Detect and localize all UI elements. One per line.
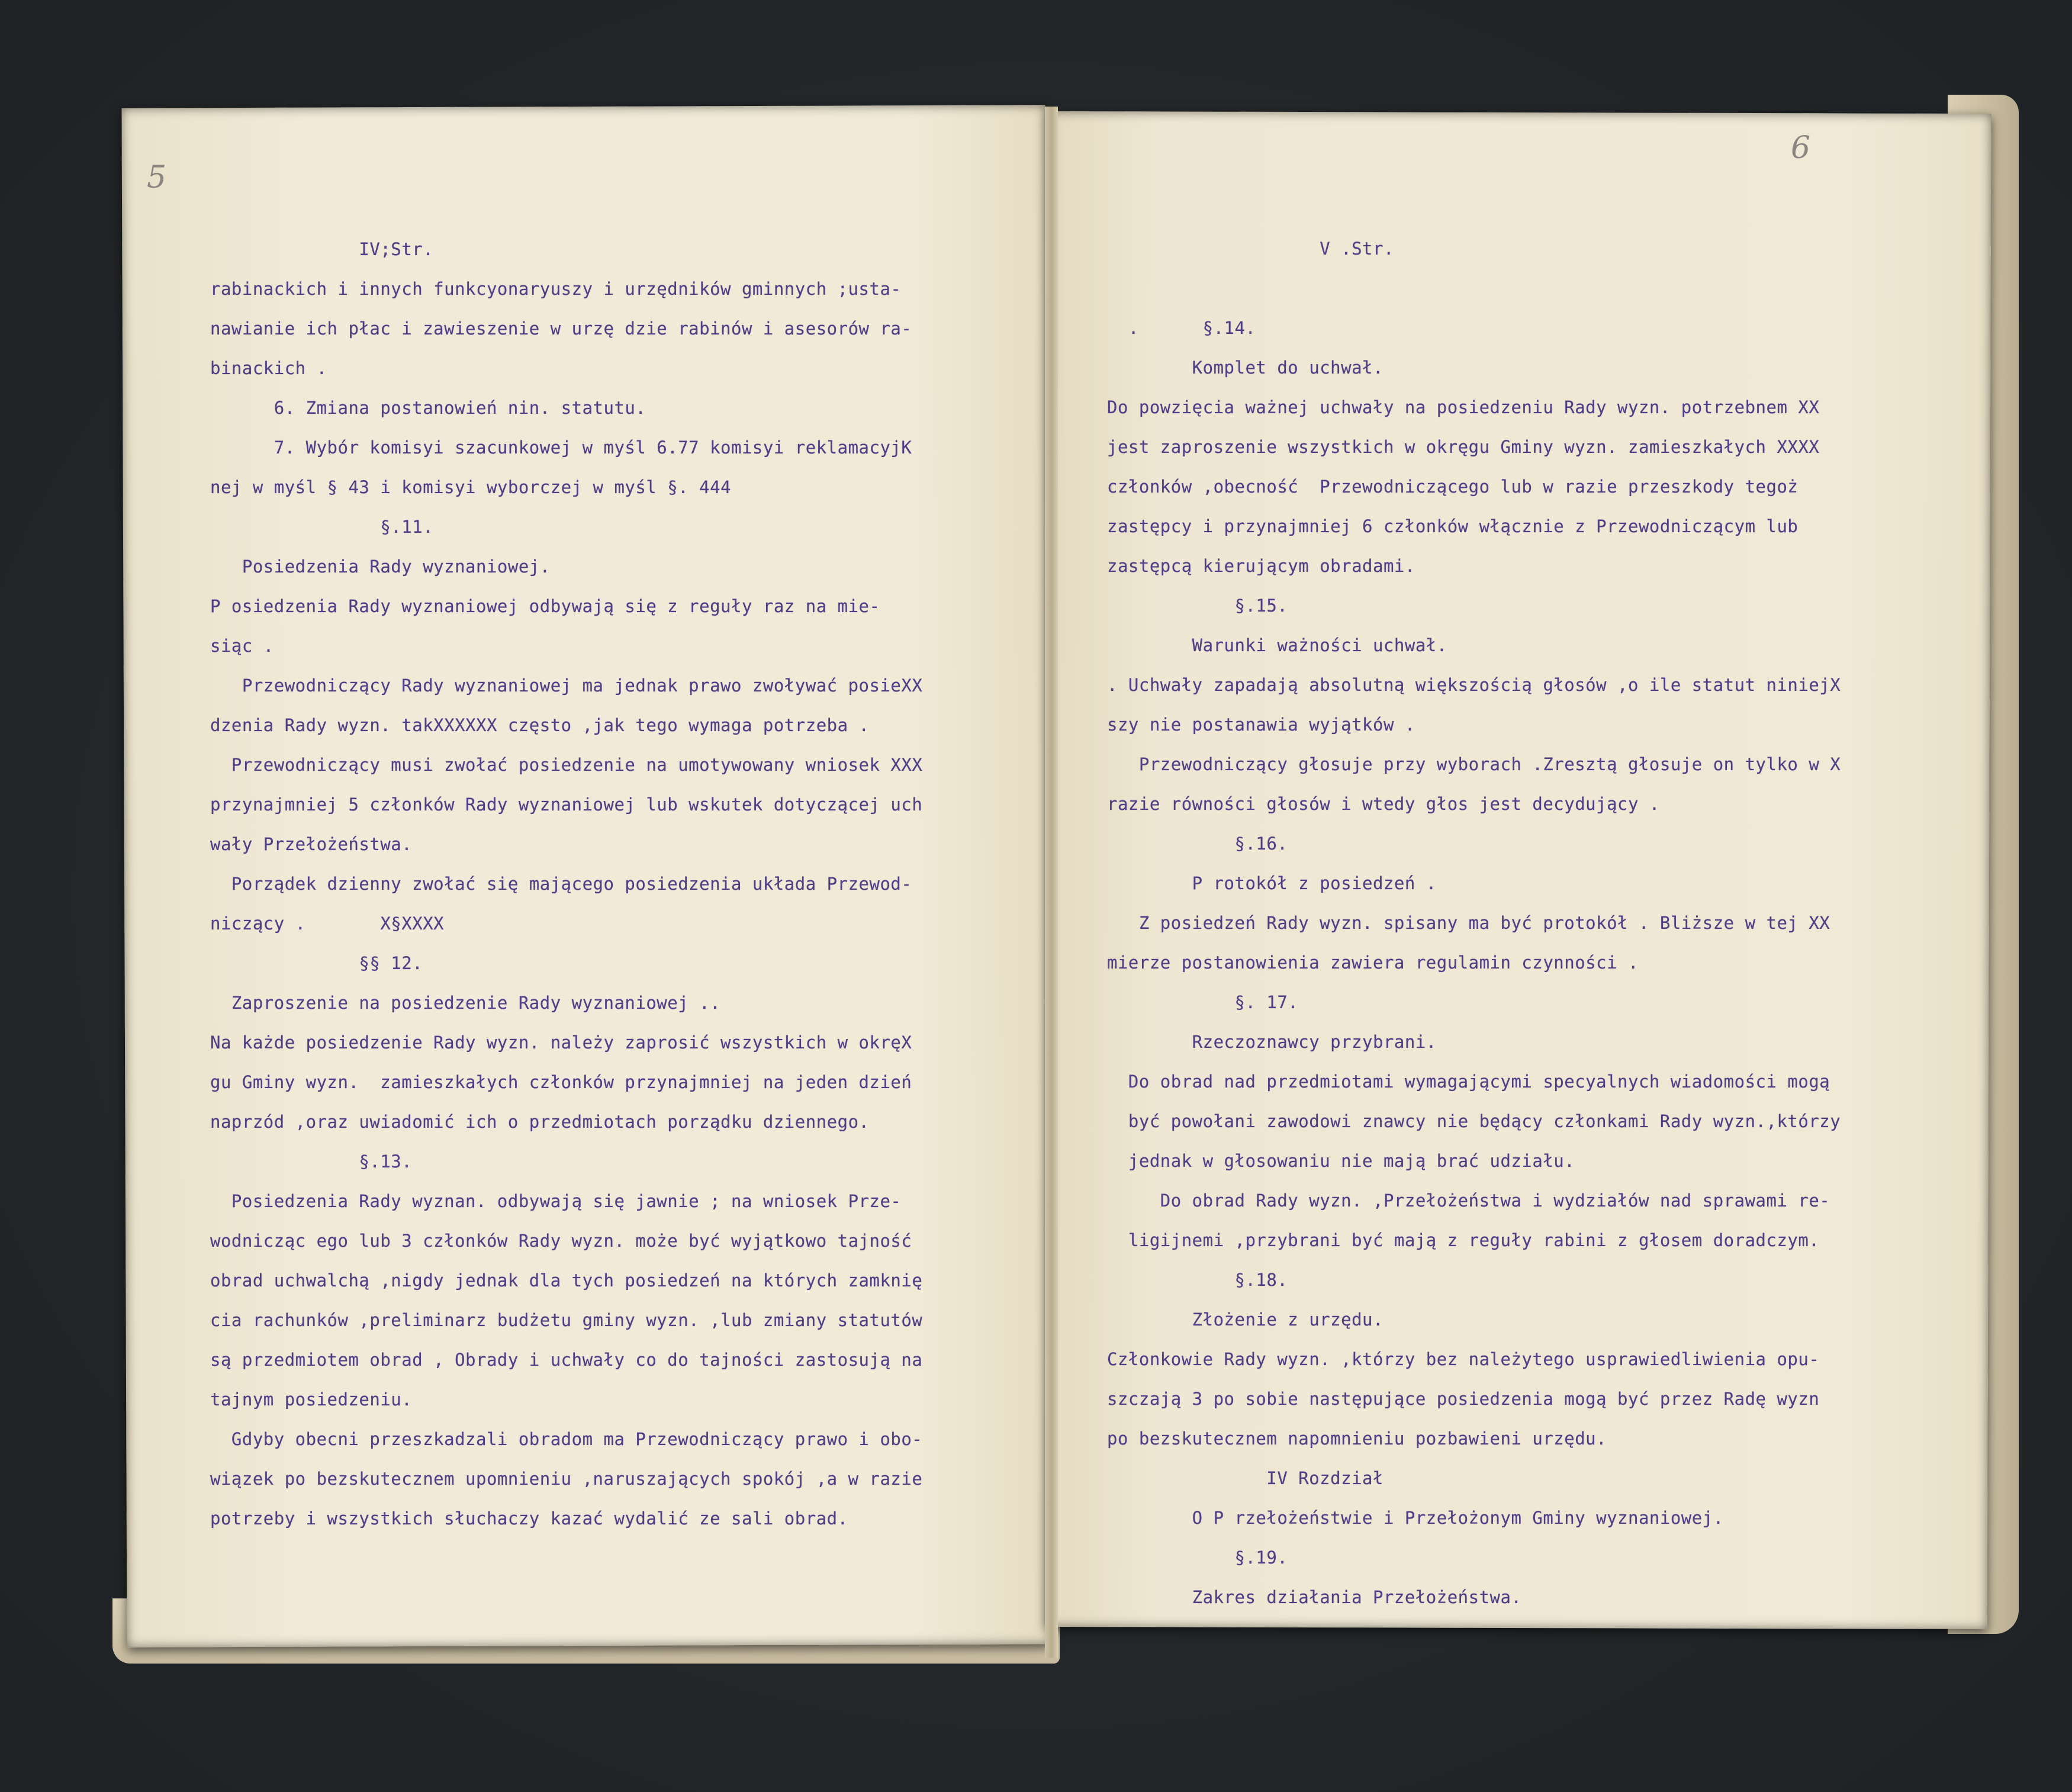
right-page-line: członków ,obecność Przewodniczącego lub w razie przeszkody tegoż: [1107, 477, 1798, 497]
left-page-line: §§ 12.: [210, 953, 423, 973]
right-page-line: . Uchwały zapadają absolutną większością głosów ,o ile statut niniejX: [1107, 675, 1841, 695]
left-page-line: wodnicząc ego lub 3 członków Rady wyzn. może być wyjątkowo tajność: [210, 1231, 912, 1251]
right-page-typescript: [1107, 229, 1841, 1617]
left-page-line: IV;Str.: [210, 239, 434, 259]
left-page-line: Zaproszenie na posiedzenie Rady wyznaniowej ..: [210, 993, 721, 1013]
left-page-line: tajnym posiedzeniu.: [210, 1389, 413, 1410]
right-page-line: §.16.: [1107, 834, 1288, 854]
right-page-line: P rotokół z posiedzeń .: [1107, 873, 1437, 893]
right-page-line: V .Str.: [1107, 239, 1394, 259]
left-page-line: Przewodniczący Rady wyznaniowej ma jednak prawo zwoływać posieXX: [210, 675, 923, 696]
left-page-line: siąc .: [210, 636, 274, 656]
left-page-line: niczący . X§XXXX: [210, 913, 445, 934]
left-page-line: Na każde posiedzenie Rady wyzn. należy zaprosić wszystkich w okręX: [210, 1032, 912, 1053]
left-page-line: nawianie ich płac i zawieszenie w urzę dzie rabinów i asesorów ra-: [210, 318, 912, 339]
left-page-typescript: [210, 230, 922, 1539]
right-page-line: ligijnemi ,przybrani być mają z reguły rabini z głosem doradczym.: [1107, 1230, 1820, 1250]
book-spine: [1045, 107, 1058, 1658]
left-page-line: rabinackich i innych funkcyonaryuszy i urzędników gminnych ;usta-: [210, 279, 902, 299]
right-page-number: 6: [1791, 130, 1811, 166]
right-page-line: Warunki ważności uchwał.: [1107, 635, 1447, 655]
left-page-line: dzenia Rady wyzn. takXXXXXX często ,jak tego wymaga potrzeba .: [210, 715, 870, 735]
right-page-line: Członkowie Rady wyzn. ,którzy bez należytego usprawiedliwienia opu-: [1107, 1349, 1820, 1369]
left-page-line: cia rachunków ,preliminarz budżetu gminy wyzn. ,lub zmiany statutów: [210, 1310, 923, 1330]
left-page-line: 6. Zmiana postanowień nin. statutu.: [210, 398, 646, 418]
right-page-line: §.15.: [1107, 596, 1288, 616]
right-page-line: mierze postanowienia zawiera regulamin czynności .: [1107, 953, 1639, 973]
left-page-line: wiązek po bezskutecznem upomnieniu ,naruszających spokój ,a w razie: [210, 1469, 923, 1489]
right-page-line: IV Rozdział: [1107, 1468, 1384, 1488]
left-page-line: Gdyby obecni przeszkadzali obradom ma Przewodniczący prawo i obo-: [210, 1429, 923, 1449]
right-page-line: O P rzełożeństwie i Przełożonym Gminy wyznaniowej.: [1107, 1508, 1724, 1528]
left-page-line: Posiedzenia Rady wyznan. odbywają się jawnie ; na wniosek Prze-: [210, 1191, 902, 1211]
left-page-line: binackich .: [210, 358, 327, 378]
left-page-line: §.11.: [210, 517, 434, 537]
left-page-line: naprzód ,oraz uwiadomić ich o przedmiotach porządku dziennego.: [210, 1112, 870, 1132]
right-page-line: Złożenie z urzędu.: [1107, 1310, 1384, 1330]
left-page-line: przynajmniej 5 członków Rady wyznaniowej lub wskutek dotyczącej uch: [210, 794, 923, 815]
right-page-line: jest zaproszenie wszystkich w okręgu Gminy wyzn. zamieszkałych XXXX: [1107, 437, 1820, 457]
right-page-line: Przewodniczący głosuje przy wyborach .Zresztą głosuje on tylko w X: [1107, 754, 1841, 774]
right-page-line: szczają 3 po sobie następujące posiedzenia mogą być przez Radę wyzn: [1107, 1389, 1820, 1409]
right-page-line: Do obrad nad przedmiotami wymagającymi specyalnych wiadomości mogą: [1107, 1072, 1830, 1092]
right-page-line: Zakres działania Przełożeństwa.: [1107, 1587, 1522, 1607]
left-page-line: §.13.: [210, 1151, 413, 1172]
right-page-line: być powołani zawodowi znawcy nie będący członkami Rady wyzn.,którzy: [1107, 1111, 1841, 1131]
left-page-line: 7. Wybór komisyi szacunkowej w myśl 6.77 komisyi reklamacyjK: [210, 437, 912, 458]
left-page-line: P osiedzenia Rady wyznaniowej odbywają się z reguły raz na mie-: [210, 596, 880, 616]
right-page-line: §. 17.: [1107, 992, 1299, 1012]
right-page-line: §.18.: [1107, 1270, 1288, 1290]
right-page-line: razie równości głosów i wtedy głos jest decydujący .: [1107, 794, 1660, 814]
right-page-line: zastępcy i przynajmniej 6 członków włącznie z Przewodniczącym lub: [1107, 516, 1798, 536]
left-page-line: obrad uchwalchą ,nigdy jednak dla tych posiedzeń na których zamknię: [210, 1270, 923, 1291]
left-page-line: nej w myśl § 43 i komisyi wyborczej w myśl §. 444: [210, 477, 732, 497]
left-page-line: Porządek dzienny zwołać się mającego posiedzenia układa Przewod-: [210, 874, 912, 894]
right-page-line: jednak w głosowaniu nie mają brać udziału.: [1107, 1151, 1575, 1171]
left-page-line: Przewodniczący musi zwołać posiedzenie na umotywowany wniosek XXX: [210, 755, 923, 775]
right-page-line: szy nie postanawia wyjątków .: [1107, 715, 1415, 735]
right-page-line: . §.14.: [1107, 318, 1256, 338]
right-page-line: [1107, 269, 1841, 308]
right-page-line: §.19.: [1107, 1548, 1288, 1568]
right-page-line: Rzeczoznawcy przybrani.: [1107, 1032, 1437, 1052]
left-page-line: potrzeby i wszystkich słuchaczy kazać wydalić ze sali obrad.: [210, 1508, 848, 1529]
right-page-line: Komplet do uchwał.: [1107, 358, 1384, 378]
left-page-line: Posiedzenia Rady wyznaniowej.: [210, 556, 551, 577]
left-page-line: wały Przełożeństwa.: [210, 834, 413, 854]
right-page-line: zastępcą kierującym obradami.: [1107, 556, 1415, 576]
right-page-line: Do obrad Rady wyzn. ,Przełożeństwa i wydziałów nad sprawami re-: [1107, 1191, 1830, 1211]
right-page-line: Do powzięcia ważnej uchwały na posiedzeniu Rady wyzn. potrzebnem XX: [1107, 397, 1820, 417]
right-page-line: Z posiedzeń Rady wyzn. spisany ma być protokół . Bliższe w tej XX: [1107, 913, 1830, 933]
left-page-line: gu Gminy wyzn. zamieszkałych członków przynajmniej na jeden dzień: [210, 1072, 912, 1092]
left-page-line: są przedmiotem obrad , Obrady i uchwały co do tajności zastosują na: [210, 1350, 923, 1370]
left-page-number: 5: [147, 160, 167, 195]
right-page-line: po bezskutecznem napomnieniu pozbawieni urzędu.: [1107, 1429, 1607, 1449]
